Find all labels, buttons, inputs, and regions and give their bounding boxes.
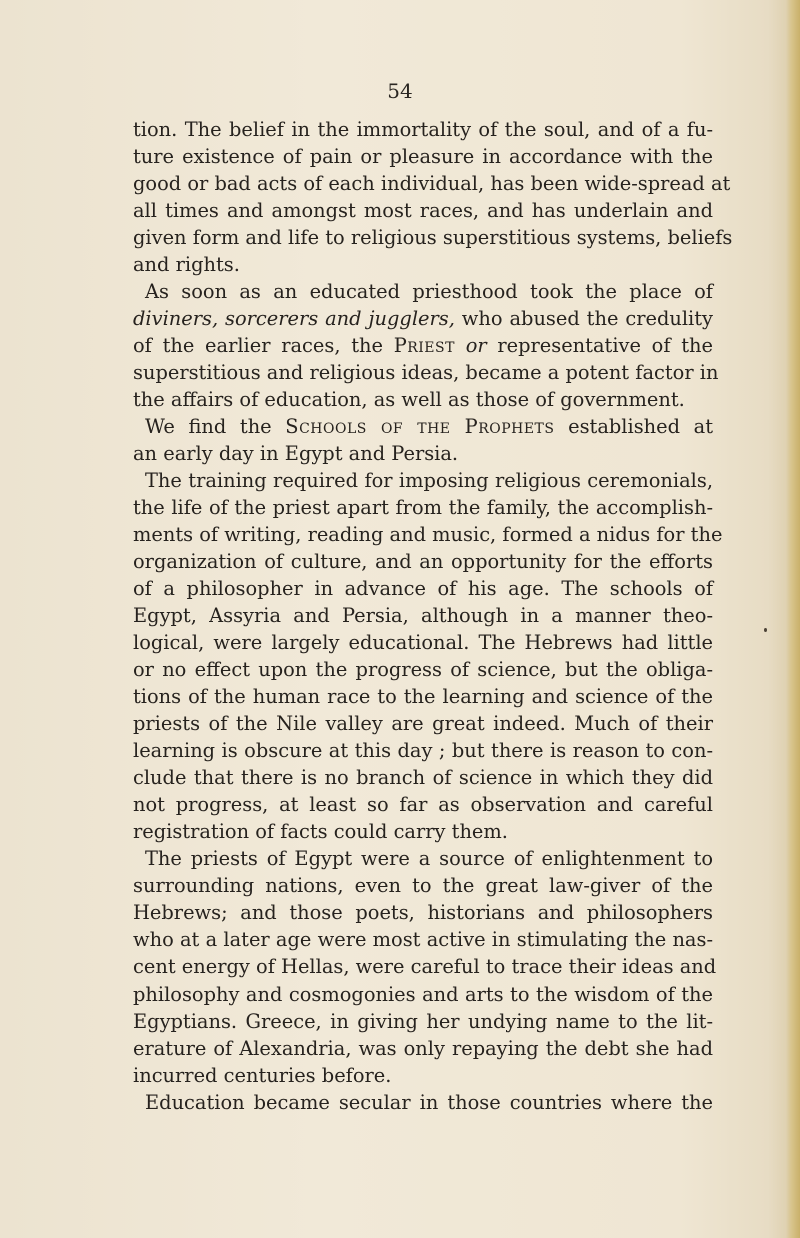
text-line: given form and life to religious superstitious systems, beliefs [133,226,733,250]
text-line: priests of the Nile valley are great indeed. Much of their [133,712,713,736]
text-line: of a philosopher in advance of his age. The schools of [133,577,713,601]
page-number: 54 [387,79,413,103]
text-line: not progress, at least so far as observation and careful [133,793,713,817]
text-line [133,467,713,494]
text-segment: The priests of Egypt were a source of enlightenment to [145,847,713,871]
page-edge [786,0,800,1238]
text-line: and rights. [133,253,240,277]
text-line [133,845,713,872]
text-segment: The training required for imposing religious ceremonials, [145,469,713,493]
text-line [133,332,713,359]
text-line: Hebrews; and those poets, historians and philosophers [133,901,713,925]
text-segment: Education became secular in those countries where the [145,1090,713,1114]
text-line: Egyptians. Greece, in giving her undying name to the lit- [133,1009,713,1033]
text-line: registration of facts could carry them. [133,820,508,844]
text-segment: of the earlier races, the [133,334,394,358]
text-line: all times and amongst most races, and has underlain and [133,199,713,223]
text-line: ture existence of pain or pleasure in accordance with the [133,145,713,169]
text-line: an early day in Egypt and Persia. [133,442,459,466]
text-line: the affairs of education, as well as those of government. [133,388,685,412]
text-line: incurred centuries before. [133,1063,392,1087]
text-line: philosophy and cosmogonies and arts to the wisdom of the [133,982,713,1006]
text-line: erature of Alexandria, was only repaying the debt she had [133,1036,713,1060]
small-caps-text: Schools of the Prophets [285,415,555,439]
text-line: surrounding nations, even to the great law-giver of the [133,874,713,898]
text-line: or no effect upon the progress of science, but the obliga- [133,658,713,682]
text-segment: who abused the credulity [454,307,713,331]
text-line: learning is obscure at this day ; but there is reason to con- [133,739,713,763]
text-line: the life of the priest apart from the family, the accomplish- [133,496,713,520]
text-line [133,278,713,305]
text-line: who at a later age were most active in stimulating the nas- [133,928,713,952]
italic-text: or [465,334,487,358]
text-line [133,413,713,440]
text-segment: established at [554,415,714,439]
text-segment [455,334,466,357]
text-line: logical, were largely educational. The Hebrews had little [133,631,713,655]
small-caps-text: Priest [393,334,455,358]
text-line: good or bad acts of each individual, has been wide-spread at [133,172,731,196]
italic-text: diviners, sorcerers and jugglers, [133,307,455,331]
text-segment: representative of the [486,334,713,358]
text-segment: We find the [145,415,286,439]
text-line: clude that there is no branch of science in which they did [133,766,713,790]
text-segment: As soon as an educated priesthood took the place of [145,280,713,304]
ink-speck [764,628,767,632]
body-text [133,116,733,1116]
text-line: superstitious and religious ideas, became a potent factor in [133,361,719,385]
text-line: ments of writing, reading and music, formed a nidus for the [133,523,723,547]
text-line: organization of culture, and an opportunity for the efforts [133,550,713,574]
text-line: cent energy of Hellas, were careful to trace their ideas and [133,955,717,979]
text-line [133,305,713,332]
text-line: tions of the human race to the learning and science of the [133,685,713,709]
text-line: Egypt, Assyria and Persia, although in a manner theo- [133,604,713,628]
text-line: tion. The belief in the immortality of the soul, and of a fu- [133,118,713,141]
text-line [133,1089,713,1116]
